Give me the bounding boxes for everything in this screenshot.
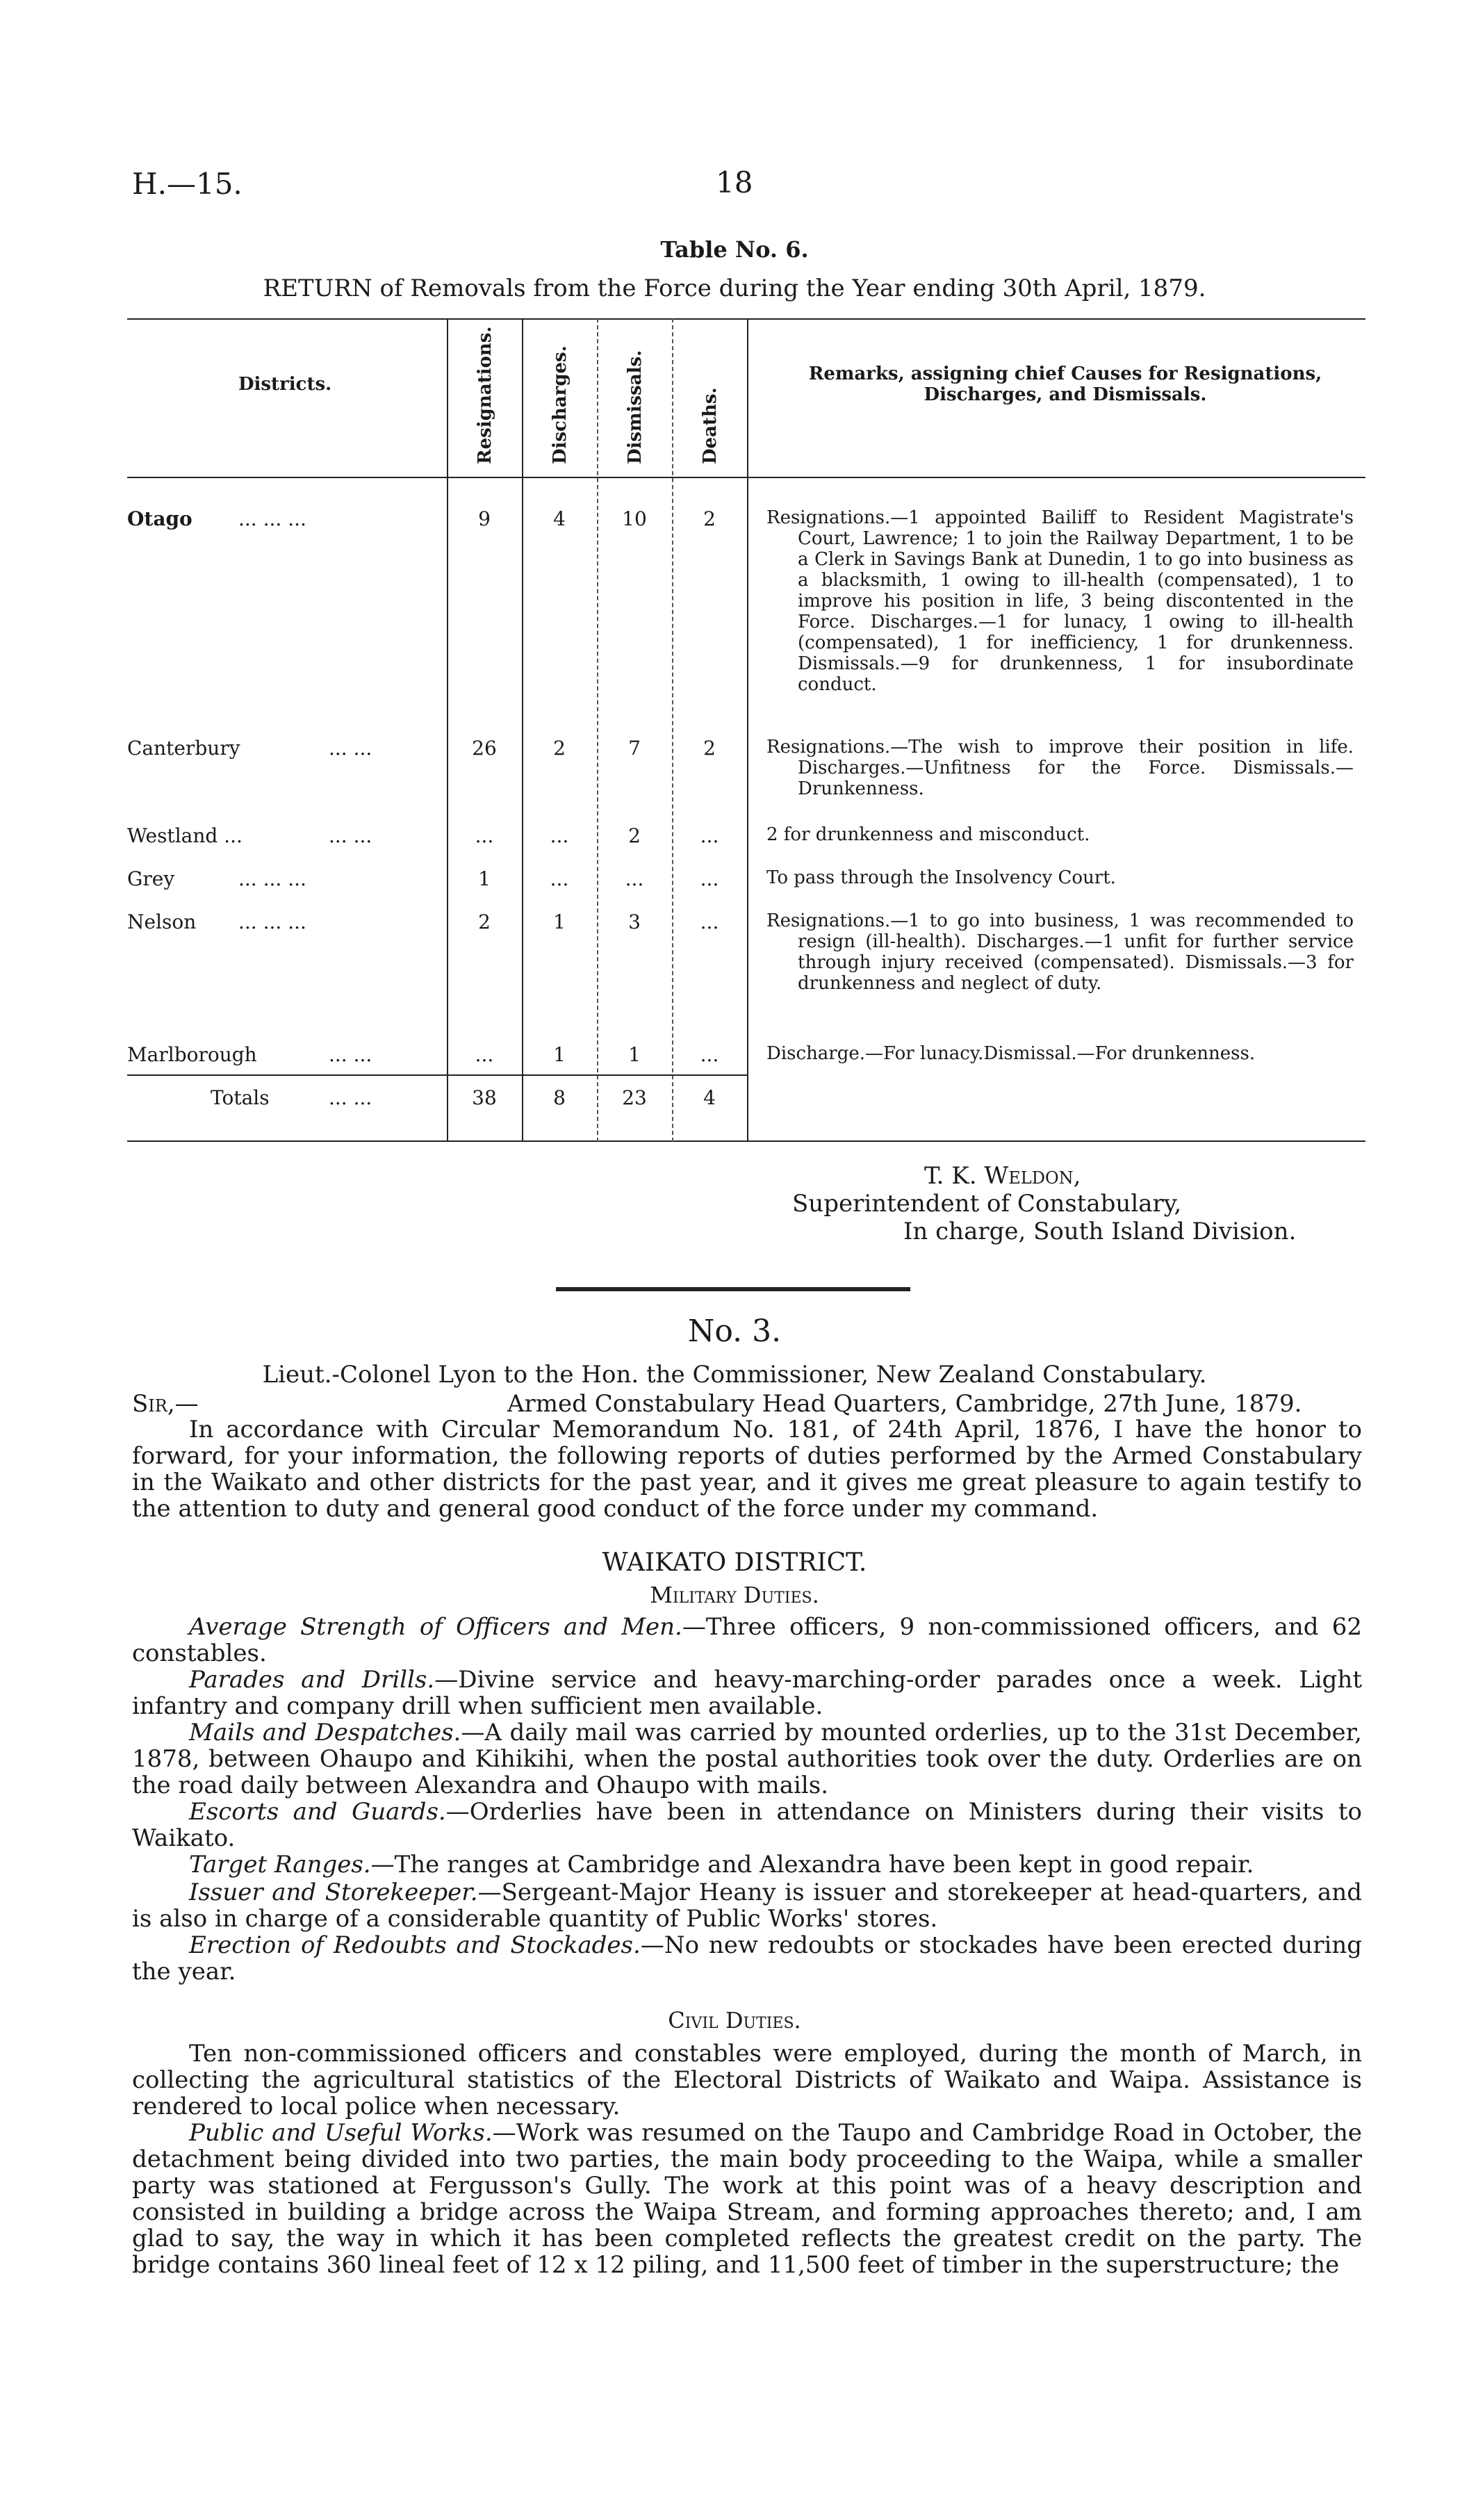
remarks-text: Resignations.—1 to go into business, 1 was recommended to resign (ill-health). Discharges.—1 unfit for further service through injury received (compensated). Dismissals.—3 for drunkenness and neglect of duty.: [766, 910, 1354, 994]
deaths-value: 2: [703, 507, 716, 530]
leader-dots: ... ...: [329, 824, 372, 847]
duty-text: —No new redoubts or stockades have been erected during the year.: [132, 1931, 1362, 1986]
report-ref: H.—15.: [132, 167, 243, 201]
col-header-remarks: Remarks, assigning chief Causes for Resignations, Discharges, and Dismissals.: [808, 363, 1322, 405]
deaths-value: ...: [700, 1043, 719, 1066]
public-works-heading: Public and Useful Works.: [189, 2119, 493, 2147]
remarks-cell: [766, 507, 1354, 695]
duty-item: [132, 1879, 1362, 1932]
total-deaths: 4: [703, 1086, 716, 1109]
duty-heading: Parades and Drills.: [189, 1666, 435, 1694]
district-name: Otago: [127, 507, 192, 530]
leader-dots: ... ... ...: [238, 507, 306, 530]
remarks-text: To pass through the Insolvency Court.: [766, 867, 1116, 888]
dismissals-value: 2: [628, 824, 641, 847]
section-divider: [556, 1287, 910, 1291]
public-works-text: —Work was resumed on the Taupo and Cambridge Road in October, the detachment being divided into two parties, the main body proceeding to the Waipa, while a smaller party was stationed at Fergusson's Gully. The work at this point was of a heavy description and consisted in building a bridge across the Waipa Stream, and forming approaches thereto; and, I am glad to say, the way in which it has been completed reflects the greatest credit on the party. The bridge contains 360 lineal feet of 12 x 12 piling, and 11,500 feet of timber in the superstructure; the: [132, 2119, 1363, 2279]
resignations-value: 26: [472, 737, 497, 760]
leader-dots: ... ...: [329, 1086, 372, 1109]
leader-dots: ... ...: [329, 1043, 372, 1066]
district-name: Westland ...: [127, 824, 243, 847]
duty-text: —Divine service and heavy-marching-order parades once a week. Light infantry and company drill when sufficient men available.: [132, 1666, 1363, 1720]
duty-text: —Three officers, 9 non-commissioned officers, and 62 constables.: [132, 1613, 1362, 1667]
letter-address: Lieut.-Colonel Lyon to the Hon. the Commissioner, New Zealand Constabulary.: [262, 1361, 1207, 1389]
col-divider: [597, 318, 598, 1142]
signature-name: T. K. Weldon,: [924, 1162, 1081, 1190]
duty-text: —A daily mail was carried by mounted orderlies, up to the 31st December, 1878, between Ohaupo and Kihikihi, when the postal authorities took over the duty. Orderlies are on the road daily between Alexandra and Ohaupo with mails.: [132, 1719, 1362, 1799]
totals-label: Totals: [211, 1086, 270, 1109]
removals-table: [127, 318, 1365, 1142]
military-duties-heading: Military Duties.: [650, 1582, 819, 1608]
dismissals-value: ...: [625, 867, 644, 890]
duty-item: [132, 1851, 1362, 1878]
leader-dots: ... ... ...: [238, 910, 306, 933]
discharges-value: ...: [550, 867, 569, 890]
discharges-value: 1: [553, 910, 566, 933]
page-number: 18: [716, 165, 753, 199]
public-works-paragraph: [132, 2120, 1362, 2278]
remarks-cell: [766, 1043, 1354, 1064]
dismissals-value: 7: [628, 737, 641, 760]
col-divider: [747, 318, 748, 1142]
col-header-deaths: Deaths.: [700, 387, 721, 464]
duty-item: [132, 1932, 1362, 1985]
col-header-resignations: Resignations.: [475, 326, 495, 464]
col-divider: [447, 318, 448, 1142]
col-divider: [672, 318, 673, 1142]
signature-title: Superintendent of Constabulary,: [792, 1190, 1182, 1218]
col-header-dismissals: Dismissals.: [625, 350, 646, 464]
totals-rule: [127, 1074, 747, 1076]
district-name: Canterbury: [127, 737, 240, 760]
col-divider: [522, 318, 523, 1142]
deaths-value: 2: [703, 737, 716, 760]
dateline: Armed Constabulary Head Quarters, Cambridge, 27th June, 1879.: [507, 1390, 1302, 1418]
remarks-cell: [766, 867, 1354, 888]
duty-text: —The ranges at Cambridge and Alexandra have been kept in good repair.: [370, 1851, 1254, 1879]
duty-item: [132, 1614, 1362, 1667]
table-header-rule: [127, 477, 1365, 478]
dismissals-value: 3: [628, 910, 641, 933]
district-name: Grey: [127, 867, 175, 890]
duty-item: [132, 1799, 1362, 1851]
col-header-discharges: Discharges.: [550, 345, 571, 464]
district-heading: WAIKATO DISTRICT.: [602, 1548, 867, 1577]
remarks-text: Resignations.—The wish to improve their position in life. Discharges.—Unfitness for the Force. Dismissals.— Drunkenness.: [766, 737, 1354, 799]
total-dismissals: 23: [622, 1086, 647, 1109]
duty-heading: Issuer and Storekeeper.: [189, 1879, 478, 1906]
resignations-value: 1: [478, 867, 491, 890]
dismissals-value: 10: [622, 507, 647, 530]
duty-heading: Average Strength of Officers and Men.: [189, 1613, 682, 1641]
duty-item: [132, 1667, 1362, 1719]
remarks-cell: [766, 910, 1354, 994]
duty-item: [132, 1719, 1362, 1799]
remarks-text: Discharge.—For lunacy.Dismissal.—For drunkenness.: [766, 1043, 1256, 1064]
duty-heading: Escorts and Guards.: [189, 1798, 446, 1826]
remarks-cell: [766, 824, 1354, 845]
resignations-value: 2: [478, 910, 491, 933]
civil-duties-heading: Civil Duties.: [668, 2007, 801, 2034]
district-name: Marlborough: [127, 1043, 257, 1066]
remarks-text: 2 for drunkenness and misconduct.: [766, 824, 1090, 845]
discharges-value: 4: [553, 507, 566, 530]
intro-paragraph: In accordance with Circular Memorandum No. 181, of 24th April, 1876, I have the honor to forward, for your information, the following reports of duties performed by the Armed Constabulary in the Waikato and other districts for the past year, and it gives me great pleasure to again testify to the attention to duty and general good conduct of the force under my command.: [132, 1416, 1362, 1523]
duty-heading: Erection of Redoubts and Stockades.: [189, 1931, 641, 1959]
letter-number: No. 3.: [687, 1314, 782, 1349]
remarks-text: Resignations.—1 appointed Bailiff to Resident Magistrate's Court, Lawrence; 1 to join the Railway Department, 1 to be a Clerk in Savings Bank at Dunedin, 1 to go into business as a blacksmith, 1 owing to ill-health (compensated), 1 to improve his position in life, 3 being discontented in the Force. Discharges.—1 for lunacy, 1 owing to ill-health (compensated), 1 for inefficiency, 1 for drunkenness. Dismissals.—9 for drunkenness, 1 for insubordinate conduct.: [766, 507, 1354, 695]
resignations-value: 9: [478, 507, 491, 530]
discharges-value: 2: [553, 737, 566, 760]
total-discharges: 8: [553, 1086, 566, 1109]
remarks-cell: [766, 737, 1354, 799]
deaths-value: ...: [700, 824, 719, 847]
discharges-value: 1: [553, 1043, 566, 1066]
resignations-value: ...: [475, 1043, 494, 1066]
deaths-value: ...: [700, 867, 719, 890]
duty-text: —Orderlies have been in attendance on Ministers during their visits to Waikato.: [132, 1798, 1362, 1852]
discharges-value: ...: [550, 824, 569, 847]
duty-heading: Mails and Despatches.: [189, 1719, 461, 1746]
duty-heading: Target Ranges.: [189, 1851, 371, 1879]
district-name: Nelson: [127, 910, 197, 933]
leader-dots: ... ...: [329, 737, 372, 760]
total-resignations: 38: [472, 1086, 497, 1109]
duty-text: —Sergeant-Major Heany is issuer and storekeeper at head-quarters, and is also in charge of a considerable quantity of Public Works' stores.: [132, 1879, 1362, 1933]
signature-division: In charge, South Island Division.: [903, 1218, 1297, 1245]
table-title: RETURN of Removals from the Force during the Year ending 30th April, 1879.: [263, 275, 1206, 302]
dismissals-value: 1: [628, 1043, 641, 1066]
col-header-districts: Districts.: [238, 374, 332, 395]
table-bottom-rule: [127, 1140, 1365, 1142]
salutation: Sir,—: [132, 1390, 199, 1418]
table-caption: Table No. 6.: [660, 236, 809, 263]
civil-intro-paragraph: Ten non-commissioned officers and constables were employed, during the month of March, in collecting the agricultural statistics of the Electoral Districts of Waikato and Waipa. Assistance is rendered to local police when necessary.: [132, 2040, 1362, 2120]
deaths-value: ...: [700, 910, 719, 933]
table-top-rule: [127, 318, 1365, 320]
resignations-value: ...: [475, 824, 494, 847]
leader-dots: ... ... ...: [238, 867, 306, 890]
